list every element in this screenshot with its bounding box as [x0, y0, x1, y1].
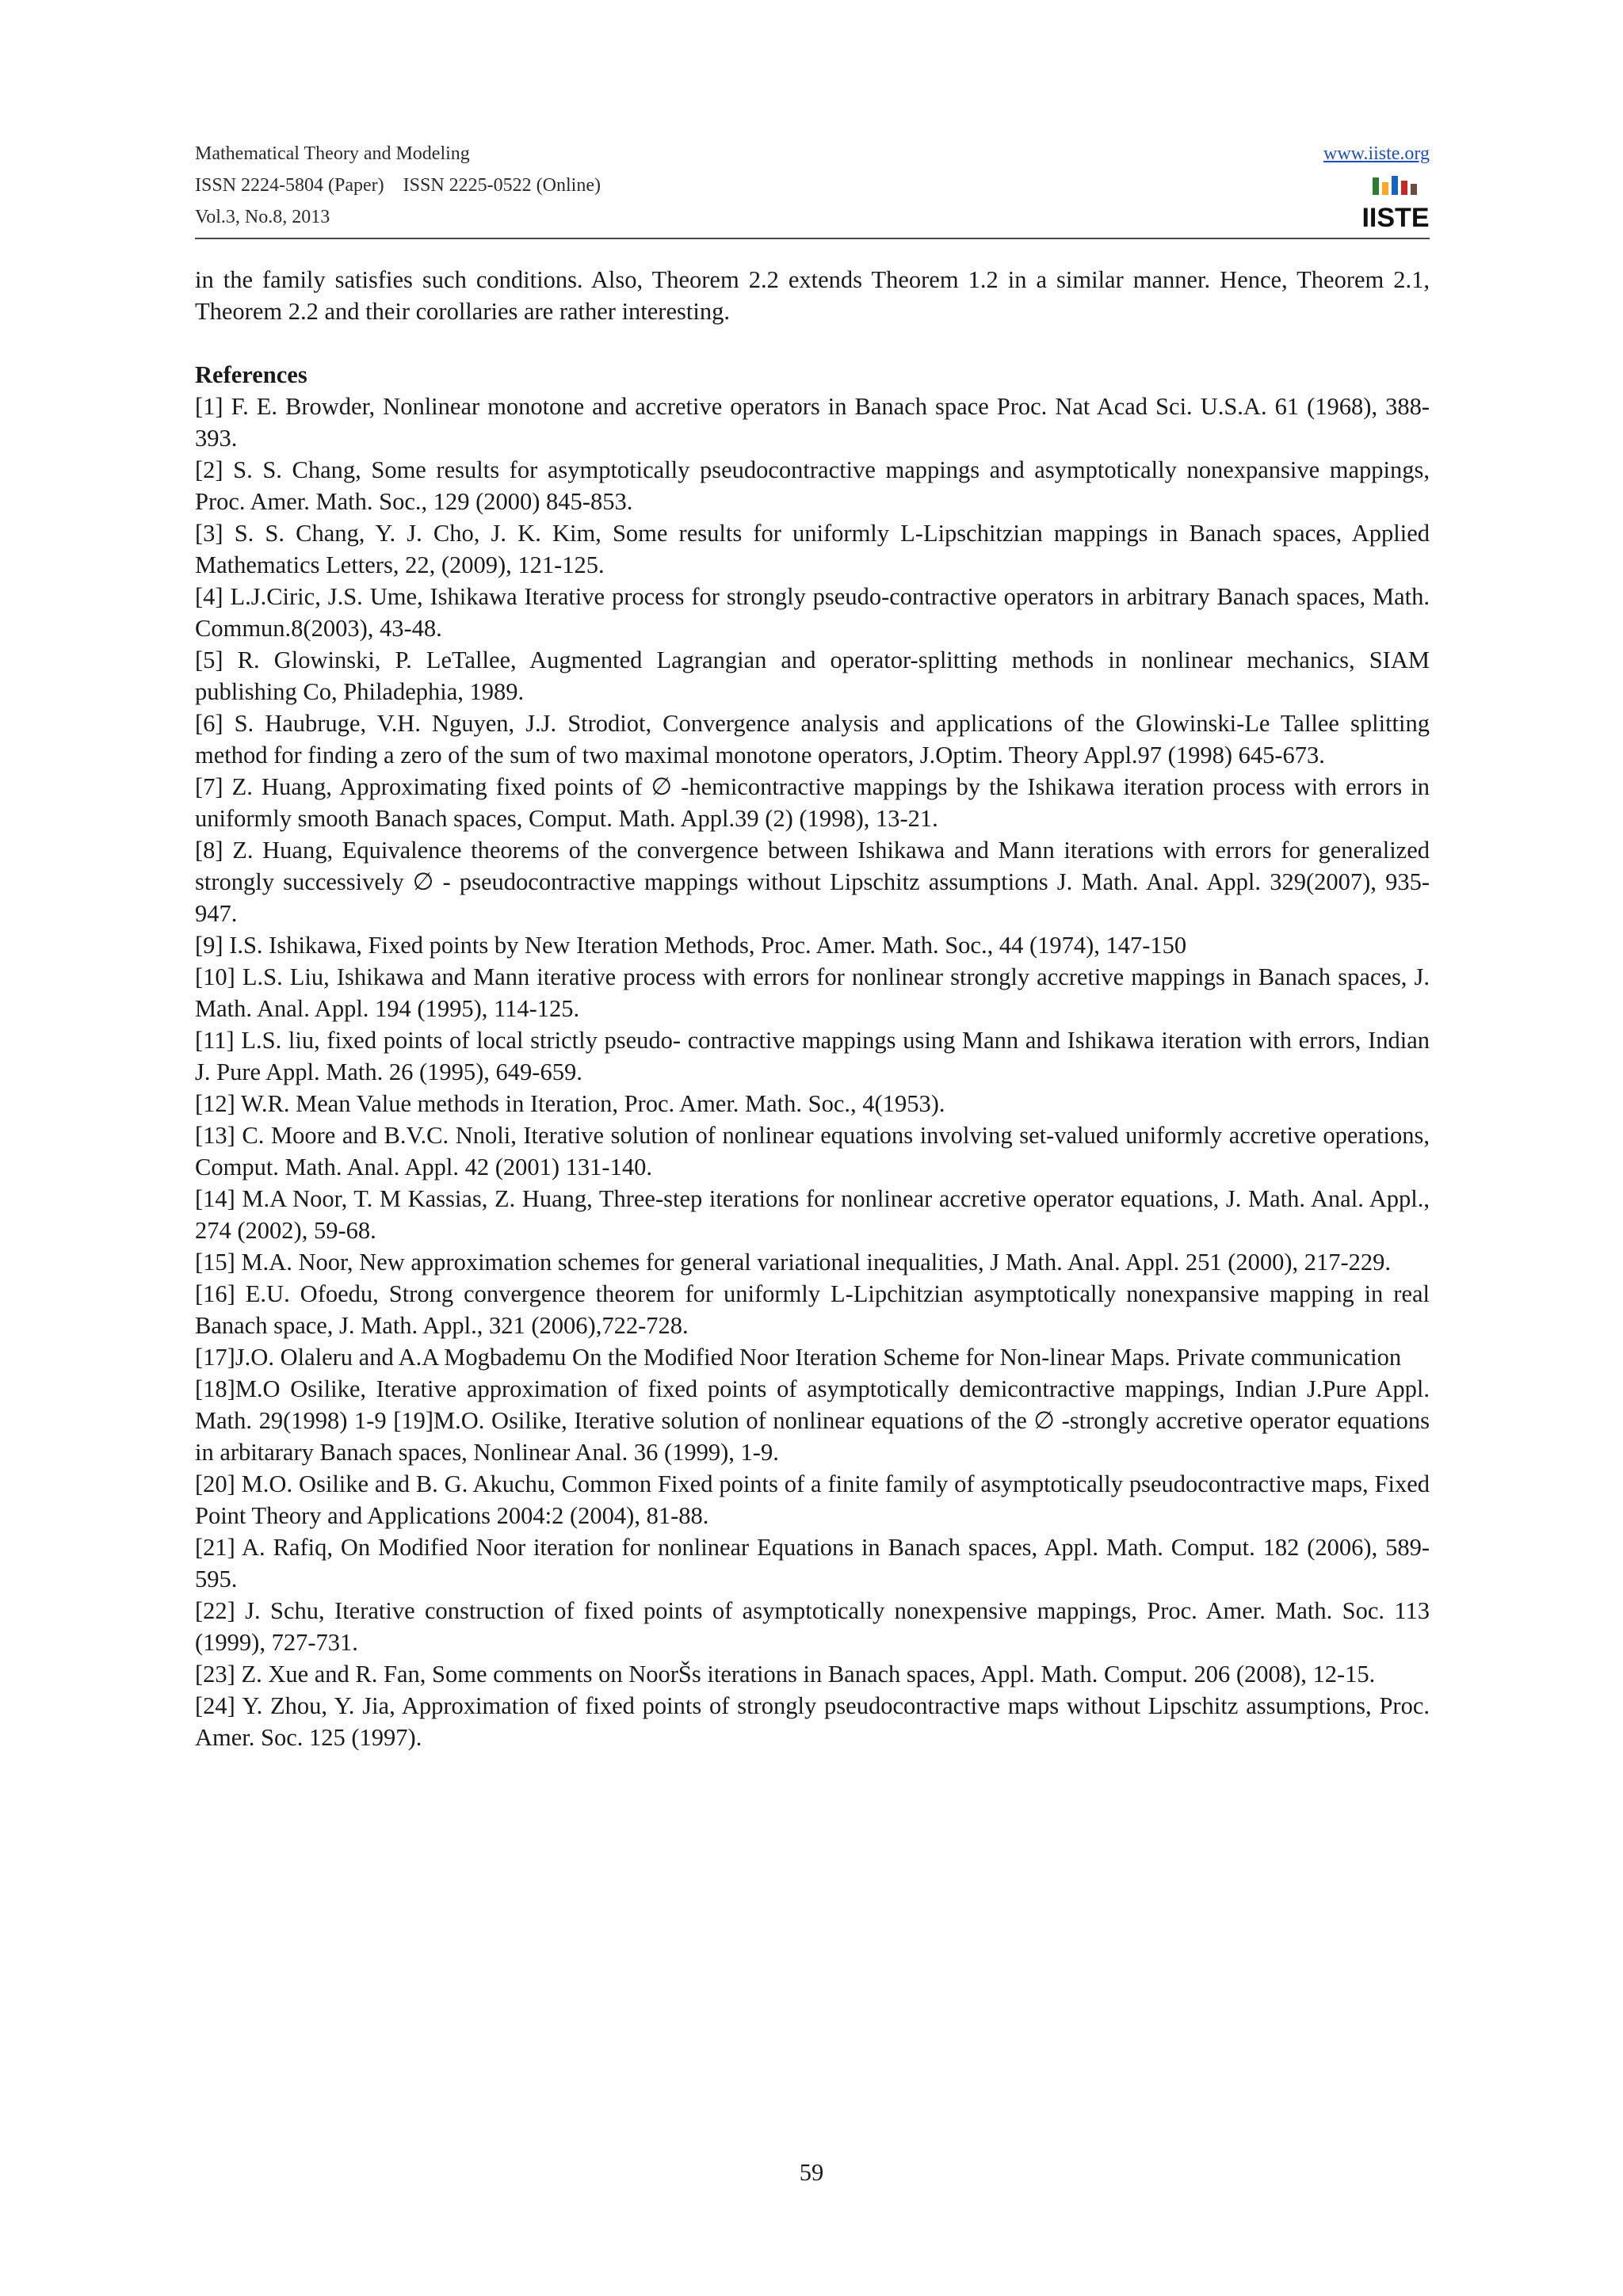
reference-item: [20] M.O. Osilike and B. G. Akuchu, Common Fixed points of a finite family of asymptotically pseudocontractive maps, Fixed Point Theory and Applications 2004:2 (2004), 81-88.: [195, 1470, 1430, 1529]
reference-item: [4] L.J.Ciric, J.S. Ume, Ishikawa Iterative process for strongly pseudo-contractive operators in arbitrary Banach spaces, Math. Commun.8(2003), 43-48.: [195, 583, 1430, 642]
reference-item: [10] L.S. Liu, Ishikawa and Mann iterative process with errors for nonlinear strongly accretive mappings in Banach spaces, J. Math. Anal. Appl. 194 (1995), 114-125.: [195, 963, 1430, 1022]
reference-item: [14] M.A Noor, T. M Kassias, Z. Huang, Three-step iterations for nonlinear accretive operator equations, J. Math. Anal. Appl., 274 (2002), 59-68.: [195, 1185, 1430, 1244]
reference-item: [12] W.R. Mean Value methods in Iteration, Proc. Amer. Math. Soc., 4(1953).: [195, 1090, 945, 1117]
reference-item: [1] F. E. Browder, Nonlinear monotone and accretive operators in Banach space Proc. Nat Acad Sci. U.S.A. 61 (1968), 388-393.: [195, 393, 1430, 452]
page-header: [195, 138, 1430, 233]
reference-item: [24] Y. Zhou, Y. Jia, Approximation of fixed points of strongly pseudocontractive maps without Lipschitz assumptions, Proc. Amer. Soc. 125 (1997).: [195, 1692, 1430, 1751]
reference-item: [16] E.U. Ofoedu, Strong convergence theorem for uniformly L-Lipchitzian asymptotically nonexpansive mapping in real Banach space, J. Math. Appl., 321 (2006),722-728.: [195, 1280, 1430, 1339]
issn-line: ISSN 2224-5804 (Paper) ISSN 2225-0522 (Online): [195, 175, 601, 196]
page-number: 59: [799, 2159, 824, 2186]
volume-line: Vol.3, No.8, 2013: [195, 207, 330, 227]
journal-url-link[interactable]: www.iiste.org: [1323, 143, 1430, 164]
reference-item: [13] C. Moore and B.V.C. Nnoli, Iterative solution of nonlinear equations involving set-valued uniformly accretive operations, Comput. Math. Anal. Appl. 42 (2001) 131-140.: [195, 1122, 1430, 1180]
reference-item: [22] J. Schu, Iterative construction of fixed points of asymptotically nonexpensive mappings, Proc. Amer. Math. Soc. 113 (1999), 727-731.: [195, 1597, 1430, 1656]
intro-paragraph: in the family satisfies such conditions. Also, Theorem 2.2 extends Theorem 1.2 in a similar manner. Hence, Theorem 2.1, Theorem 2.2 and their corollaries are rather interesting.: [195, 266, 1430, 325]
reference-item: [7] Z. Huang, Approximating fixed points of ∅ -hemicontractive mappings by the Ishikawa iteration process with errors in uniformly smooth Banach spaces, Comput. Math. Appl.39 (2) (1998), 13-21.: [195, 773, 1430, 832]
reference-item: [18]M.O Osilike, Iterative approximation of fixed points of asymptotically demicontractive mappings, Indian J.Pure Appl. Math. 29(1998) 1-9 [19]M.O. Osilike, Iterative solution of nonlinear equations of the ∅ -strongly accretive operator equations in arbitarary Banach spaces, Nonlinear Anal. 36 (1999), 1-9.: [195, 1375, 1430, 1466]
logo-text: IISTE: [1361, 203, 1430, 233]
iiste-logo: [1361, 174, 1430, 233]
reference-item: [17]J.O. Olaleru and A.A Mogbademu On the Modified Noor Iteration Scheme for Non-linear Maps. Private communication: [195, 1344, 1402, 1371]
reference-item: [15] M.A. Noor, New approximation schemes for general variational inequalities, J Math. Anal. Appl. 251 (2000), 217-229.: [195, 1249, 1392, 1276]
reference-item: [11] L.S. liu, fixed points of local strictly pseudo- contractive mappings using Mann and Ishikawa iteration with errors, Indian J. Pure Appl. Math. 26 (1995), 649-659.: [195, 1027, 1430, 1085]
reference-item: [21] A. Rafiq, On Modified Noor iteration for nonlinear Equations in Banach spaces, Appl. Math. Comput. 182 (2006), 589-595.: [195, 1534, 1430, 1592]
reference-list: [195, 391, 1430, 1753]
reference-item: [6] S. Haubruge, V.H. Nguyen, J.J. Strodiot, Convergence analysis and applications of the Glowinski-Le Tallee splitting method for finding a zero of the sum of two maximal monotone operators, J.Optim. Theory Appl.97 (1998) 645-673.: [195, 710, 1430, 769]
reference-item: [2] S. S. Chang, Some results for asymptotically pseudocontractive mappings and asymptotically nonexpansive mappings, Proc. Amer. Math. Soc., 129 (2000) 845-853.: [195, 456, 1430, 515]
references-heading: References: [195, 361, 307, 388]
reference-item: [23] Z. Xue and R. Fan, Some comments on NoorŠs iterations in Banach spaces, Appl. Math. Comput. 206 (2008), 12-15.: [195, 1661, 1376, 1688]
reference-item: [8] Z. Huang, Equivalence theorems of the convergence between Ishikawa and Mann iterations with errors for generalized strongly successively ∅ - pseudocontractive mappings without Lipschitz assumptions J. Math. Anal. Appl. 329(2007), 935-947.: [195, 837, 1430, 927]
journal-name: Mathematical Theory and Modeling: [195, 143, 470, 164]
reference-item: [9] I.S. Ishikawa, Fixed points by New Iteration Methods, Proc. Amer. Math. Soc., 44 (1974), 147-150: [195, 932, 1187, 959]
reference-item: [3] S. S. Chang, Y. J. Cho, J. K. Kim, Some results for uniformly L-Lipschitzian mappings in Banach spaces, Applied Mathematics Letters, 22, (2009), 121-125.: [195, 520, 1430, 578]
page-body: [195, 264, 1430, 1753]
header-divider: [195, 238, 1430, 239]
reference-item: [5] R. Glowinski, P. LeTallee, Augmented Lagrangian and operator-splitting methods in nonlinear mechanics, SIAM publishing Co, Philadephia, 1989.: [195, 646, 1430, 705]
